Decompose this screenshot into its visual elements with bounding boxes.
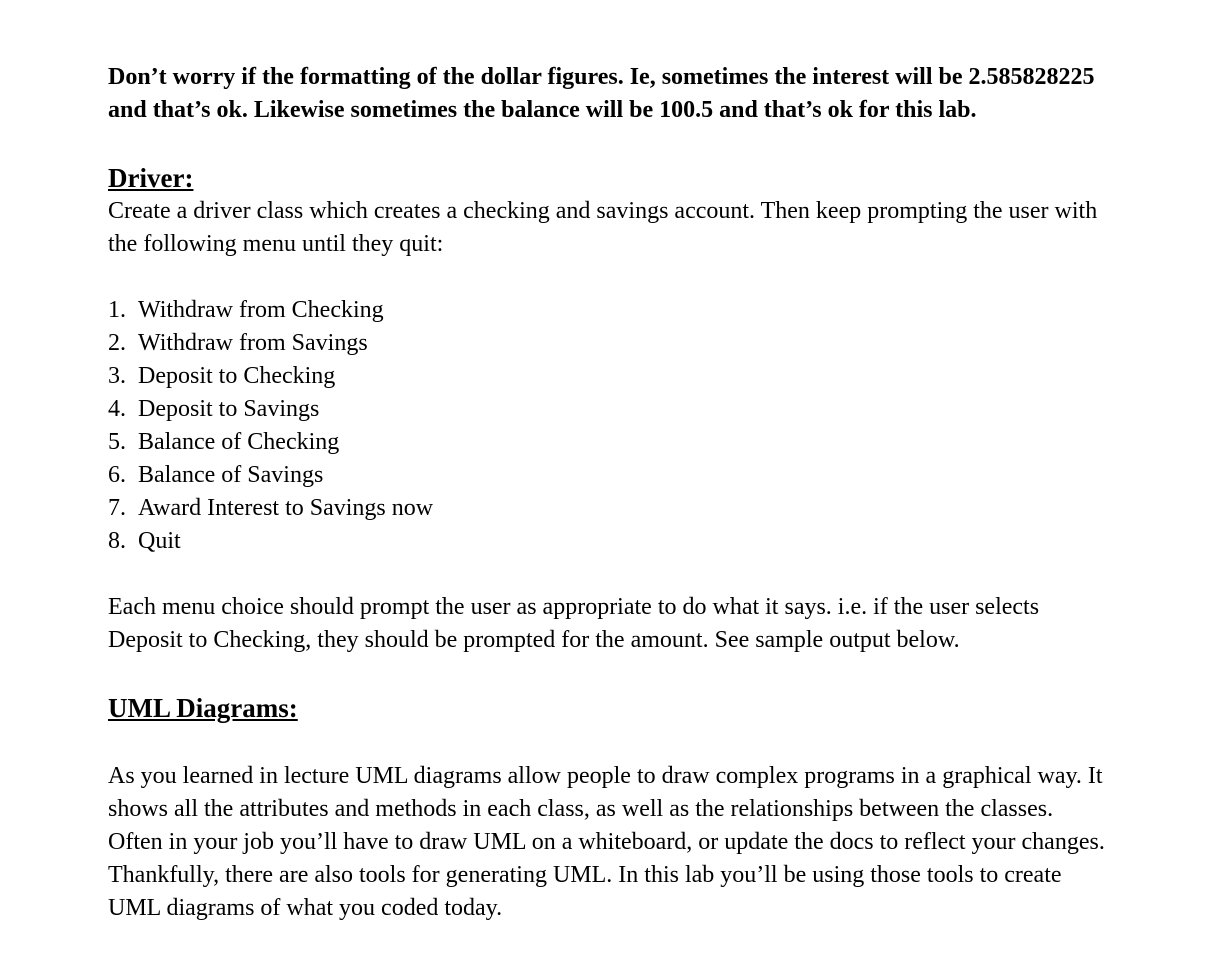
driver-heading: Driver: bbox=[108, 163, 194, 193]
list-item-number: 8. bbox=[108, 528, 126, 554]
list-item bbox=[108, 492, 1118, 525]
list-item-number: 4. bbox=[108, 396, 126, 422]
list-item-label: Deposit to Checking bbox=[138, 363, 336, 389]
driver-description-line-2: the following menu until they quit: bbox=[108, 231, 444, 257]
list-item-label: Quit bbox=[138, 528, 181, 554]
uml-line-2: shows all the attributes and methods in each class, as well as the relationships between the classes. bbox=[108, 796, 1054, 822]
list-item bbox=[108, 525, 1118, 558]
list-item-label: Deposit to Savings bbox=[138, 396, 320, 422]
list-item-number: 6. bbox=[108, 462, 126, 488]
list-item-label: Balance of Checking bbox=[138, 429, 340, 455]
list-item bbox=[108, 327, 1118, 360]
list-item bbox=[108, 360, 1118, 393]
menu-choice-line-2: Deposit to Checking, they should be prompted for the amount. See sample output below. bbox=[108, 627, 960, 653]
menu-choice-line-1: Each menu choice should prompt the user as appropriate to do what it says. i.e. if the user selects bbox=[108, 594, 1040, 620]
uml-line-5: UML diagrams of what you coded today. bbox=[108, 895, 503, 921]
list-item bbox=[108, 294, 1118, 327]
document-page bbox=[108, 61, 1118, 925]
list-item bbox=[108, 459, 1118, 492]
uml-line-1: As you learned in lecture UML diagrams allow people to draw complex programs in a graphical way. It bbox=[108, 763, 1103, 789]
menu-choice-description bbox=[108, 591, 1118, 657]
intro-note bbox=[108, 61, 1118, 127]
intro-line-2: and that’s ok. Likewise sometimes the balance will be 100.5 and that’s ok for this lab. bbox=[108, 97, 977, 123]
intro-line-1: Don’t worry if the formatting of the dollar figures. Ie, sometimes the interest will be 2.585828225 bbox=[108, 64, 1095, 90]
uml-heading: UML Diagrams: bbox=[108, 693, 298, 723]
list-item bbox=[108, 393, 1118, 426]
uml-description bbox=[108, 760, 1118, 925]
uml-line-4: Thankfully, there are also tools for generating UML. In this lab you’ll be using those tools to create bbox=[108, 862, 1062, 888]
list-item-number: 7. bbox=[108, 495, 126, 521]
list-item-number: 2. bbox=[108, 330, 126, 356]
list-item bbox=[108, 426, 1118, 459]
list-item-label: Withdraw from Savings bbox=[138, 330, 368, 356]
list-item-number: 1. bbox=[108, 297, 126, 323]
list-item-number: 3. bbox=[108, 363, 126, 389]
list-item-label: Withdraw from Checking bbox=[138, 297, 384, 323]
list-item-number: 5. bbox=[108, 429, 126, 455]
driver-description bbox=[108, 195, 1118, 261]
uml-line-3: Often in your job you’ll have to draw UML on a whiteboard, or update the docs to reflect your changes. bbox=[108, 829, 1105, 855]
list-item-label: Balance of Savings bbox=[138, 462, 324, 488]
menu-list bbox=[108, 294, 1118, 558]
list-item-label: Award Interest to Savings now bbox=[138, 495, 434, 521]
driver-description-line-1: Create a driver class which creates a checking and savings account. Then keep prompting the user with bbox=[108, 198, 1098, 224]
